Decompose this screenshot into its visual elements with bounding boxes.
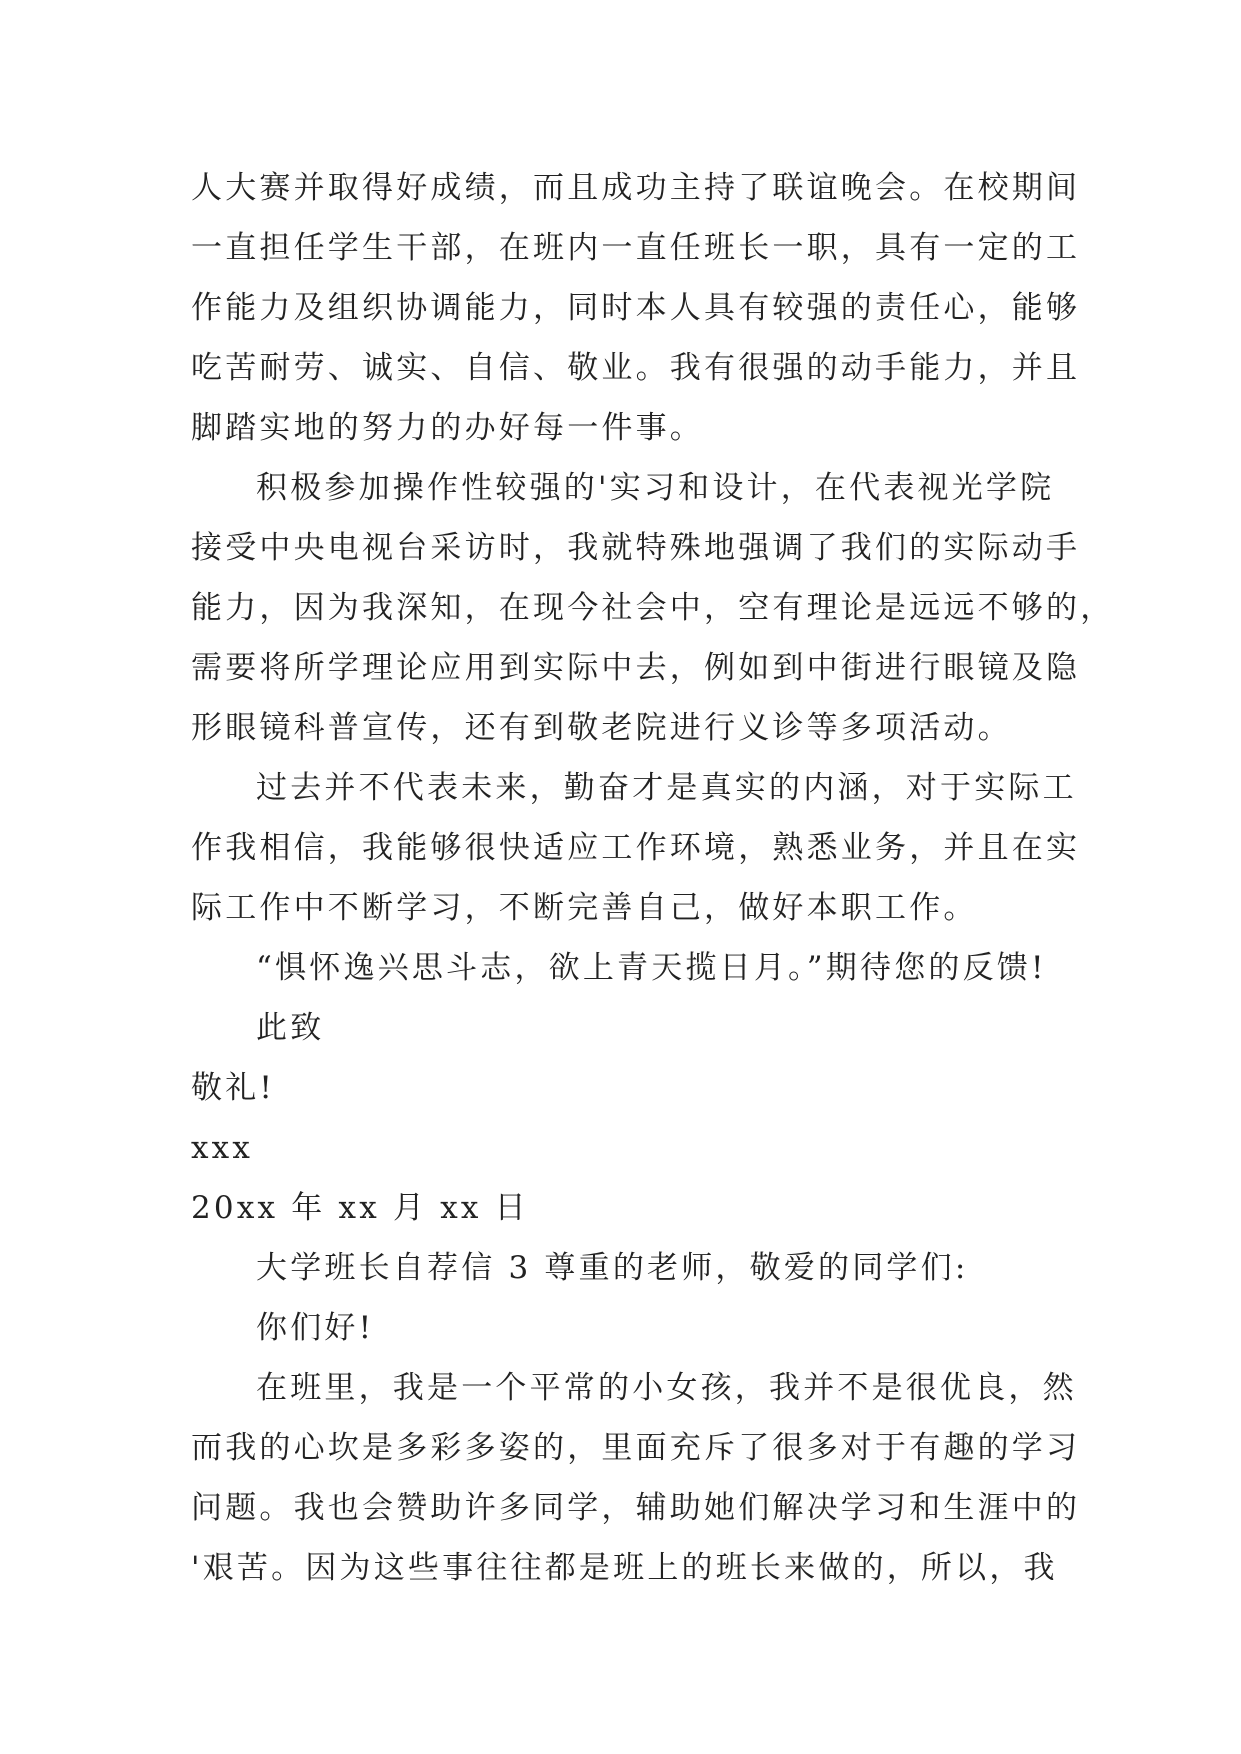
greeting-line: 你们好! [256, 1310, 375, 1346]
text-line: 而我的心坎是多彩多姿的，里面充斥了很多对于有趣的学习 [191, 1430, 1081, 1466]
text-line: 在班里，我是一个平常的小女孩，我并不是很优良，然 [256, 1370, 1077, 1406]
signature-name: xxx [191, 1130, 254, 1166]
signature-date: 20xx 年 xx 月 xx 日 [191, 1190, 529, 1226]
text-line: 问题。我也会赞助许多同学，辅助她们解决学习和生涯中的 [191, 1490, 1081, 1526]
text-line: 一直担任学生干部，在班内一直任班长一职，具有一定的工 [191, 230, 1081, 266]
text-line: 际工作中不断学习，不断完善自己，做好本职工作。 [191, 890, 978, 926]
closing-line: 此致 [256, 1010, 325, 1046]
text-line: “惧怀逸兴思斗志，欲上青天揽日月。”期待您的反馈! [256, 950, 1047, 986]
text-line: 能力，因为我深知，在现今社会中，空有理论是远远不够的， [191, 590, 1115, 626]
text-line: 作能力及组织协调能力，同时本人具有较强的责任心，能够 [191, 290, 1081, 326]
text-line: '艰苦。因为这些事往往都是班上的班长来做的，所以，我 [191, 1550, 1058, 1586]
text-line: 人大赛并取得好成绩，而且成功主持了联谊晚会。在校期间 [191, 170, 1081, 206]
text-line: 脚踏实地的努力的办好每一件事。 [191, 410, 704, 446]
text-line: 需要将所学理论应用到实际中去，例如到中街进行眼镜及隐 [191, 650, 1081, 686]
text-line: 过去并不代表未来，勤奋才是真实的内涵，对于实际工 [256, 770, 1077, 806]
salutation-line: 敬礼! [191, 1070, 276, 1106]
text-line: 作我相信，我能够很快适应工作环境，熟悉业务，并且在实 [191, 830, 1081, 866]
letter-heading: 大学班长自荐信 3 尊重的老师，敬爱的同学们: [256, 1250, 969, 1286]
text-line: 形眼镜科普宣传，还有到敬老院进行义诊等多项活动。 [191, 710, 1012, 746]
text-line: 吃苦耐劳、诚实、自信、敬业。我有很强的动手能力，并且 [191, 350, 1081, 386]
text-line: 接受中央电视台采访时，我就特殊地强调了我们的实际动手 [191, 530, 1081, 566]
text-line: 积极参加操作性较强的'实习和设计，在代表视光学院 [256, 470, 1055, 506]
